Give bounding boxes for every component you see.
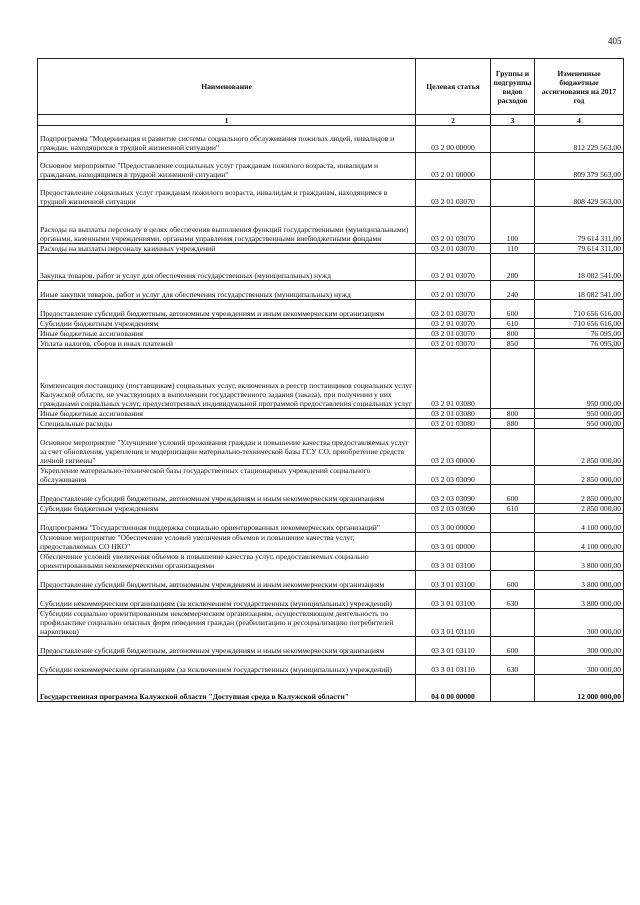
table-row — [38, 504, 624, 514]
table-body — [38, 126, 624, 702]
table-row — [38, 419, 624, 429]
row-article-cell: 03 3 01 03110 — [416, 609, 491, 637]
row-group-cell: 110 — [491, 244, 535, 254]
row-amount-cell: 950 000,00 — [535, 419, 624, 429]
row-amount-cell: 3 800 000,00 — [535, 590, 624, 609]
row-article-cell: 03 2 01 03080 — [416, 349, 491, 409]
table-row — [38, 300, 624, 319]
row-amount-cell: 300 000,00 — [535, 656, 624, 675]
row-name-cell: Предоставление субсидий бюджетным, автономным учреждениям и иным некоммерческим организациям — [38, 485, 416, 504]
row-amount-cell: 300 000,00 — [535, 637, 624, 656]
table-row — [38, 244, 624, 254]
table-row — [38, 675, 624, 702]
row-group-cell — [491, 552, 535, 571]
table-row — [38, 329, 624, 339]
row-amount-cell: 950 000,00 — [535, 409, 624, 419]
row-amount-cell: 76 095,00 — [535, 339, 624, 349]
row-article-cell: 03 2 01 03070 — [416, 180, 491, 207]
header-amount: Измененные бюджетные ассигнования на 2017 год — [535, 59, 624, 115]
table-row — [38, 319, 624, 329]
row-amount-cell: 710 656 616,00 — [535, 319, 624, 329]
row-name-cell: Основное мероприятие "Обеспечение условий увеличения объемов и повышение качества услуг, предоставляемых СО НКО" — [38, 533, 416, 552]
row-article-cell: 03 2 01 03070 — [416, 319, 491, 329]
row-amount-cell: 79 614 311,00 — [535, 207, 624, 244]
row-article-cell: 03 2 03 03090 — [416, 504, 491, 514]
row-amount-cell: 812 229 563,00 — [535, 126, 624, 153]
row-article-cell: 03 2 01 03070 — [416, 207, 491, 244]
table-row — [38, 466, 624, 485]
row-article-cell: 03 2 01 03070 — [416, 281, 491, 300]
table-row — [38, 126, 624, 153]
row-amount-cell: 2 850 000,00 — [535, 466, 624, 485]
table-row — [38, 590, 624, 609]
column-number: 2 — [416, 115, 491, 126]
row-article-cell: 03 3 01 03100 — [416, 552, 491, 571]
row-name-cell: Компенсация поставщику (поставщикам) социальных услуг, включенных в реестр поставщиков социальных услуг Калужской области, не участвующих в выполнении государственного задания (заказа), при получении у них гражданами социальных услуг, предусмотренных индивидуальной программой предоставления социальных услуг — [38, 349, 416, 409]
table-row — [38, 609, 624, 637]
table-row — [38, 533, 624, 552]
column-number: 1 — [38, 115, 416, 126]
row-article-cell: 04 0 00 00000 — [416, 675, 491, 702]
table-row — [38, 514, 624, 533]
row-name-cell: Государственная программа Калужской области "Доступная среда в Калужской области" — [38, 675, 416, 702]
table-row — [38, 409, 624, 419]
table-row — [38, 153, 624, 180]
budget-table — [37, 58, 624, 702]
row-group-cell — [491, 429, 535, 466]
header-article: Целевая статья — [416, 59, 491, 115]
row-group-cell: 600 — [491, 300, 535, 319]
row-article-cell: 03 3 01 03110 — [416, 637, 491, 656]
row-article-cell: 03 2 03 03090 — [416, 485, 491, 504]
row-group-cell: 200 — [491, 254, 535, 281]
table-row — [38, 180, 624, 207]
row-name-cell: Обеспечение условий увеличения объемов и повышение качества услуг, предоставляемых социально ориентированными некоммерческими организациями — [38, 552, 416, 571]
row-name-cell: Укрепление материально-технической базы государственных стационарных учреждений социального обслуживания — [38, 466, 416, 485]
row-article-cell: 03 2 01 03070 — [416, 329, 491, 339]
row-article-cell: 03 3 01 03110 — [416, 656, 491, 675]
row-name-cell: Иные закупки товаров, работ и услуг для обеспечения государственных (муниципальных) нужд — [38, 281, 416, 300]
table-row — [38, 207, 624, 244]
row-amount-cell: 18 082 541,00 — [535, 254, 624, 281]
header-name: Наименование — [38, 59, 416, 115]
row-article-cell: 03 2 01 00000 — [416, 153, 491, 180]
row-group-cell: 240 — [491, 281, 535, 300]
row-amount-cell: 2 850 000,00 — [535, 504, 624, 514]
row-amount-cell: 4 100 000,00 — [535, 533, 624, 552]
row-name-cell: Расходы на выплаты персоналу в целях обеспечения выполнения функций государственными (муниципальными) органами, казенными учреждениями, органами управления государственными внебюджетными фондами — [38, 207, 416, 244]
table-row — [38, 485, 624, 504]
row-group-cell: 630 — [491, 656, 535, 675]
row-name-cell: Предоставление социальных услуг гражданам пожилого возраста, инвалидам и гражданам, находящимся в трудной жизненной ситуации — [38, 180, 416, 207]
row-group-cell: 850 — [491, 339, 535, 349]
row-name-cell: Субсидии бюджетным учреждениям — [38, 319, 416, 329]
row-name-cell: Субсидии некоммерческим организациям (за исключением государственных (муниципальных) учреждений) — [38, 590, 416, 609]
row-name-cell: Иные бюджетные ассигнования — [38, 329, 416, 339]
row-name-cell: Субсидии бюджетным учреждениям — [38, 504, 416, 514]
row-group-cell: 630 — [491, 590, 535, 609]
row-article-cell: 03 2 01 03080 — [416, 409, 491, 419]
row-name-cell: Предоставление субсидий бюджетным, автономным учреждениям и иным некоммерческим организациям — [38, 571, 416, 590]
table-row — [38, 429, 624, 466]
row-name-cell: Закупка товаров, работ и услуг для обеспечения государственных (муниципальных) нужд — [38, 254, 416, 281]
row-amount-cell: 300 000,00 — [535, 609, 624, 637]
row-group-cell: 600 — [491, 571, 535, 590]
row-name-cell: Субсидии социально ориентированным некоммерческим организациям, осуществляющим деятельность по профилактике социально опасных форм поведения граждан (реабилитацию и ресоциализацию потребителей наркотиков) — [38, 609, 416, 637]
table-row — [38, 571, 624, 590]
row-name-cell: Основное мероприятие "Улучшение условий проживания граждан и повышение качества предоставляемых услуг за счет обновления, укрепления и модернизации материально-технической базы ГСУ СО, приобретение средств личной гигиены" — [38, 429, 416, 466]
row-group-cell — [491, 153, 535, 180]
page-number: 405 — [608, 36, 622, 46]
table-row — [38, 637, 624, 656]
row-article-cell: 03 2 00 00000 — [416, 126, 491, 153]
row-name-cell: Подпрограмма "Модернизация и развитие системы социального обслуживания пожилых людей, инвалидов и граждан, находящихся в трудной жизненной ситуации" — [38, 126, 416, 153]
row-name-cell: Субсидии некоммерческим организациям (за исключением государственных (муниципальных) учреждений) — [38, 656, 416, 675]
table-row — [38, 254, 624, 281]
table-row — [38, 552, 624, 571]
header-row — [38, 59, 624, 115]
row-name-cell: Расходы на выплаты персоналу казенных учреждений — [38, 244, 416, 254]
row-amount-cell: 18 082 541,00 — [535, 281, 624, 300]
row-group-cell: 800 — [491, 329, 535, 339]
row-name-cell: Предоставление субсидий бюджетным, автономным учреждениям и иным некоммерческим организациям — [38, 300, 416, 319]
row-article-cell: 03 2 01 03070 — [416, 300, 491, 319]
row-amount-cell: 3 800 000,00 — [535, 552, 624, 571]
row-amount-cell: 3 800 000,00 — [535, 571, 624, 590]
row-name-cell: Предоставление субсидий бюджетным, автономным учреждениям и иным некоммерческим организациям — [38, 637, 416, 656]
row-article-cell: 03 2 03 03090 — [416, 466, 491, 485]
row-article-cell: 03 3 00 00000 — [416, 514, 491, 533]
row-name-cell: Специальные расходы — [38, 419, 416, 429]
table-row — [38, 349, 624, 409]
row-article-cell: 03 2 01 03070 — [416, 254, 491, 281]
row-article-cell: 03 3 01 03100 — [416, 590, 491, 609]
row-amount-cell: 808 429 563,00 — [535, 180, 624, 207]
row-group-cell: 610 — [491, 319, 535, 329]
row-group-cell — [491, 466, 535, 485]
row-article-cell: 03 2 01 03070 — [416, 339, 491, 349]
row-group-cell: 600 — [491, 637, 535, 656]
row-name-cell: Подпрограмма "Государственная поддержка социально ориентированных некоммерческих организаций" — [38, 514, 416, 533]
row-amount-cell: 2 850 000,00 — [535, 429, 624, 466]
row-group-cell — [491, 609, 535, 637]
row-group-cell: 610 — [491, 504, 535, 514]
row-article-cell: 03 3 01 03100 — [416, 571, 491, 590]
row-group-cell: 880 — [491, 419, 535, 429]
row-group-cell: 100 — [491, 207, 535, 244]
row-article-cell: 03 2 01 03070 — [416, 244, 491, 254]
row-amount-cell: 710 656 616,00 — [535, 300, 624, 319]
column-number: 4 — [535, 115, 624, 126]
table-row — [38, 281, 624, 300]
table-row — [38, 656, 624, 675]
row-group-cell: 600 — [491, 485, 535, 504]
table-row — [38, 339, 624, 349]
row-amount-cell: 809 379 563,00 — [535, 153, 624, 180]
row-amount-cell: 79 614 311,00 — [535, 244, 624, 254]
row-amount-cell: 12 000 000,00 — [535, 675, 624, 702]
row-amount-cell: 2 850 000,00 — [535, 485, 624, 504]
row-amount-cell: 950 000,00 — [535, 349, 624, 409]
row-article-cell: 03 3 01 00000 — [416, 533, 491, 552]
row-group-cell — [491, 349, 535, 409]
row-article-cell: 03 2 03 00000 — [416, 429, 491, 466]
column-number-row — [38, 115, 624, 126]
row-group-cell: 800 — [491, 409, 535, 419]
row-name-cell: Основное мероприятие "Предоставление социальных услуг гражданам пожилого возраста, инвалидам и гражданам, находящимся в трудной жизненной ситуации" — [38, 153, 416, 180]
row-group-cell — [491, 180, 535, 207]
row-amount-cell: 4 100 000,00 — [535, 514, 624, 533]
row-name-cell: Иные бюджетные ассигнования — [38, 409, 416, 419]
row-group-cell — [491, 533, 535, 552]
header-group: Группы и подгруппы видов расходов — [491, 59, 535, 115]
row-article-cell: 03 2 01 03080 — [416, 419, 491, 429]
column-number: 3 — [491, 115, 535, 126]
row-group-cell — [491, 126, 535, 153]
row-name-cell: Уплата налогов, сборов и иных платежей — [38, 339, 416, 349]
row-amount-cell: 76 095,00 — [535, 329, 624, 339]
row-group-cell — [491, 514, 535, 533]
row-group-cell — [491, 675, 535, 702]
